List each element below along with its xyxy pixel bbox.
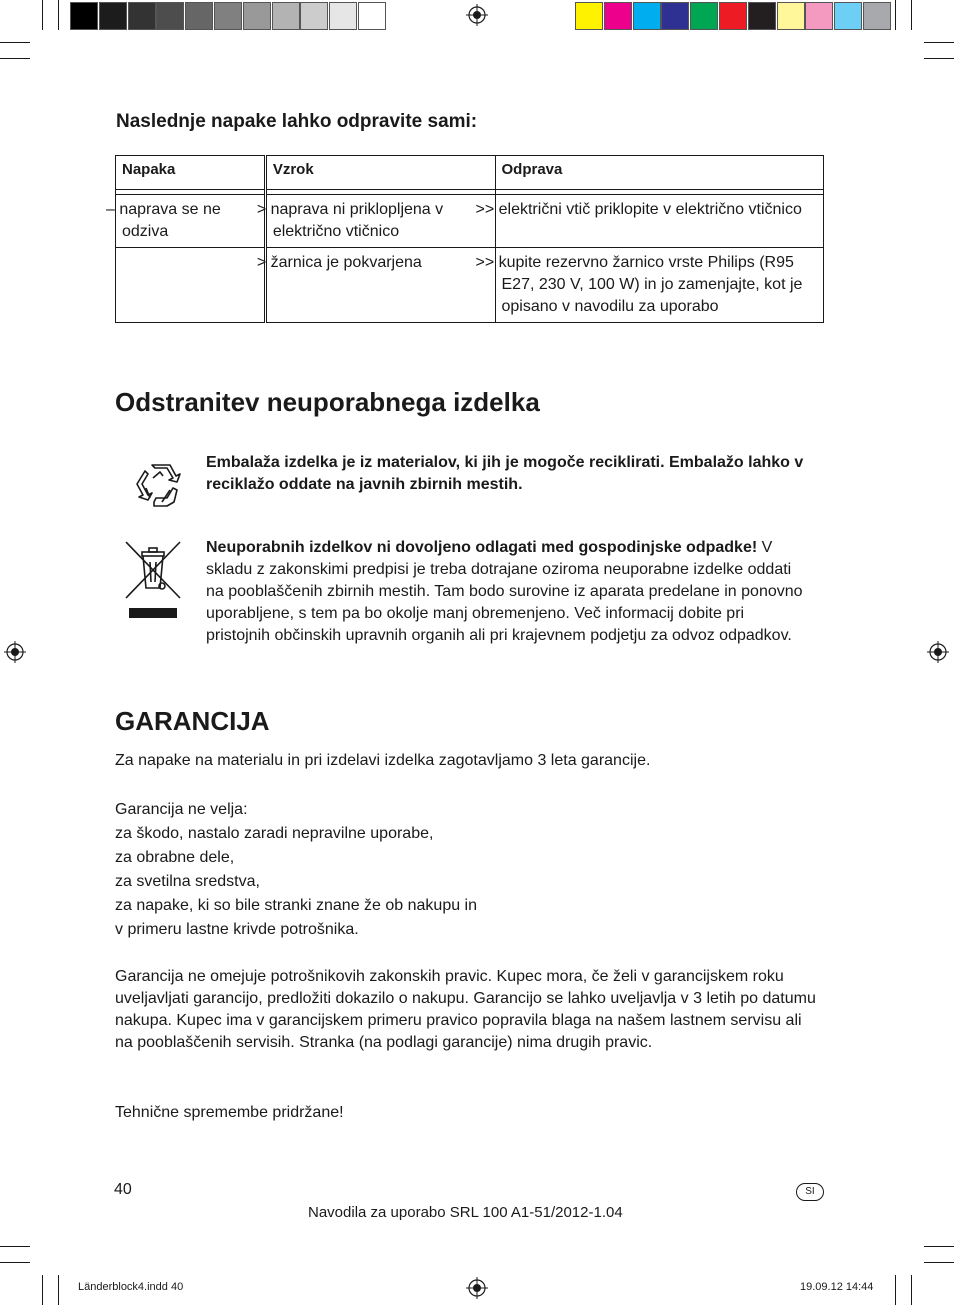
remedy-cell: >> električni vtič priklopite v električno vtičnico: [495, 195, 824, 248]
color-swatch: [661, 2, 689, 30]
fault-table: [106, 155, 824, 323]
warranty-section-title: GARANCIJA: [115, 706, 270, 736]
table-header-row: [116, 156, 824, 190]
fault-section-title: Naslednje napake lahko odpravite sami:: [116, 111, 478, 132]
color-swatch: [805, 2, 833, 30]
list-item: za napake, ki so bile stranki znane že ob nakupu in: [115, 897, 478, 914]
warranty-paragraph: Garancija ne omejuje potrošnikovih zakonskih pravic. Kupec mora, če želi v garancijskem roku uveljavljati garancijo, predložiti dokazilo o nakupu. Garancijo se lahko uveljavlja v 3 letih po datumu nakupa. Kupec ima v garancijskem primeru pravico popravila blaga na našem lastnem servisu ali na pooblaščenih servisih. Stranka (na podlagi garancije) nima drugih pravic.: [115, 968, 816, 1051]
disposal-note: [206, 537, 806, 647]
color-swatch: [358, 2, 386, 30]
cause-cell: > žarnica je pokvarjena: [265, 248, 495, 323]
color-swatch: [329, 2, 357, 30]
disposal-section-title: Odstranitev neuporabnega izdelka: [115, 387, 540, 417]
color-swatch: [777, 2, 805, 30]
registration-mark-icon: [466, 1277, 488, 1299]
fault-cell: – naprava se ne odziva: [116, 195, 266, 248]
color-swatch: [719, 2, 747, 30]
column-header: Napaka: [116, 156, 266, 190]
list-item: za obrabne dele,: [115, 849, 235, 866]
remedy-cell: >> kupite rezervno žarnico vrste Philips (R95 E27, 230 V, 100 W) in jo zamenjajte, kot je opisano v navodilu za uporabo: [495, 248, 824, 323]
page-number: 40: [114, 1181, 132, 1198]
timestamp: 19.09.12 14:44: [800, 1281, 874, 1293]
crop-mark: [911, 0, 912, 30]
disposal-note-bold: Neuporabnih izdelkov ni dovoljeno odlagati med gospodinjske odpadke!: [206, 539, 758, 556]
crop-mark: [42, 1275, 43, 1305]
crop-mark: [895, 0, 896, 30]
cause-cell: > naprava ni priklopljena v električno vtičnico: [265, 195, 495, 248]
registration-mark-icon: [466, 4, 488, 26]
crossed-bin-icon: [124, 540, 184, 622]
crop-mark: [895, 1275, 896, 1305]
color-swatch: [214, 2, 242, 30]
recycle-note: Embalaža izdelka je iz materialov, ki jih je mogoče reciklirati. Embalažo lahko v reciklažo oddate na javnih zbirnih mestih.: [206, 454, 804, 493]
color-swatch: [272, 2, 300, 30]
disposal-note-text: V skladu z zakonskimi predpisi je treba dotrajane oziroma neuporabne izdelke oddati na pooblaščenih zbirnih mestih. Tam bodo surovine iz aparata predelane in ponovno uporabljene, s tem pa bo okolje manj obremenjeno. Več informacij dobite pri pristojnih občinskih upravnih organih ali pri krajevnem podjetju za odvoz odpadkov.: [206, 539, 803, 644]
warranty-intro: Za napake na materialu in pri izdelavi izdelka zagotavljamo 3 leta garancije.: [115, 752, 651, 769]
color-swatch: [99, 2, 127, 30]
fault-cell: [116, 248, 266, 323]
technical-changes-note: Tehnične spremembe pridržane!: [115, 1104, 344, 1121]
color-swatch: [575, 2, 603, 30]
crop-mark: [924, 1246, 954, 1247]
list-item: v primeru lastne krivde potrošnika.: [115, 921, 359, 938]
crop-mark: [924, 58, 954, 59]
registration-mark-icon: [927, 641, 949, 663]
crop-mark: [58, 0, 59, 30]
crop-mark: [0, 58, 30, 59]
crop-mark: [924, 42, 954, 43]
color-swatch: [604, 2, 632, 30]
file-info: Länderblock4.indd 40: [78, 1281, 184, 1293]
crop-mark: [42, 0, 43, 30]
color-swatch: [156, 2, 184, 30]
color-swatch: [300, 2, 328, 30]
color-swatch: [748, 2, 776, 30]
exclusions-title: Garancija ne velja:: [115, 801, 248, 818]
recycle-icon: [136, 462, 186, 510]
color-swatch: [185, 2, 213, 30]
color-swatch: [863, 2, 891, 30]
color-swatch: [633, 2, 661, 30]
color-swatch: [690, 2, 718, 30]
warranty-exclusions: [115, 798, 835, 942]
registration-mark-icon: [4, 641, 26, 663]
color-swatch: [70, 2, 98, 30]
table-row: [116, 248, 824, 323]
crop-mark: [0, 1246, 30, 1247]
crop-mark: [911, 1275, 912, 1305]
color-swatch: [834, 2, 862, 30]
crop-mark: [0, 42, 30, 43]
color-swatch: [128, 2, 156, 30]
list-item: za svetilna sredstva,: [115, 873, 260, 890]
list-item: za škodo, nastalo zaradi nepravilne uporabe,: [115, 825, 434, 842]
column-header: Odprava: [495, 156, 824, 190]
crop-mark: [924, 1262, 954, 1263]
color-swatch: [243, 2, 271, 30]
crop-mark: [58, 1275, 59, 1305]
crop-mark: [0, 1262, 30, 1263]
document-reference: Navodila za uporabo SRL 100 A1-51/2012-1.04: [308, 1204, 623, 1221]
column-header: Vzrok: [265, 156, 495, 190]
language-badge: SI: [796, 1183, 824, 1201]
table-row: [116, 195, 824, 248]
